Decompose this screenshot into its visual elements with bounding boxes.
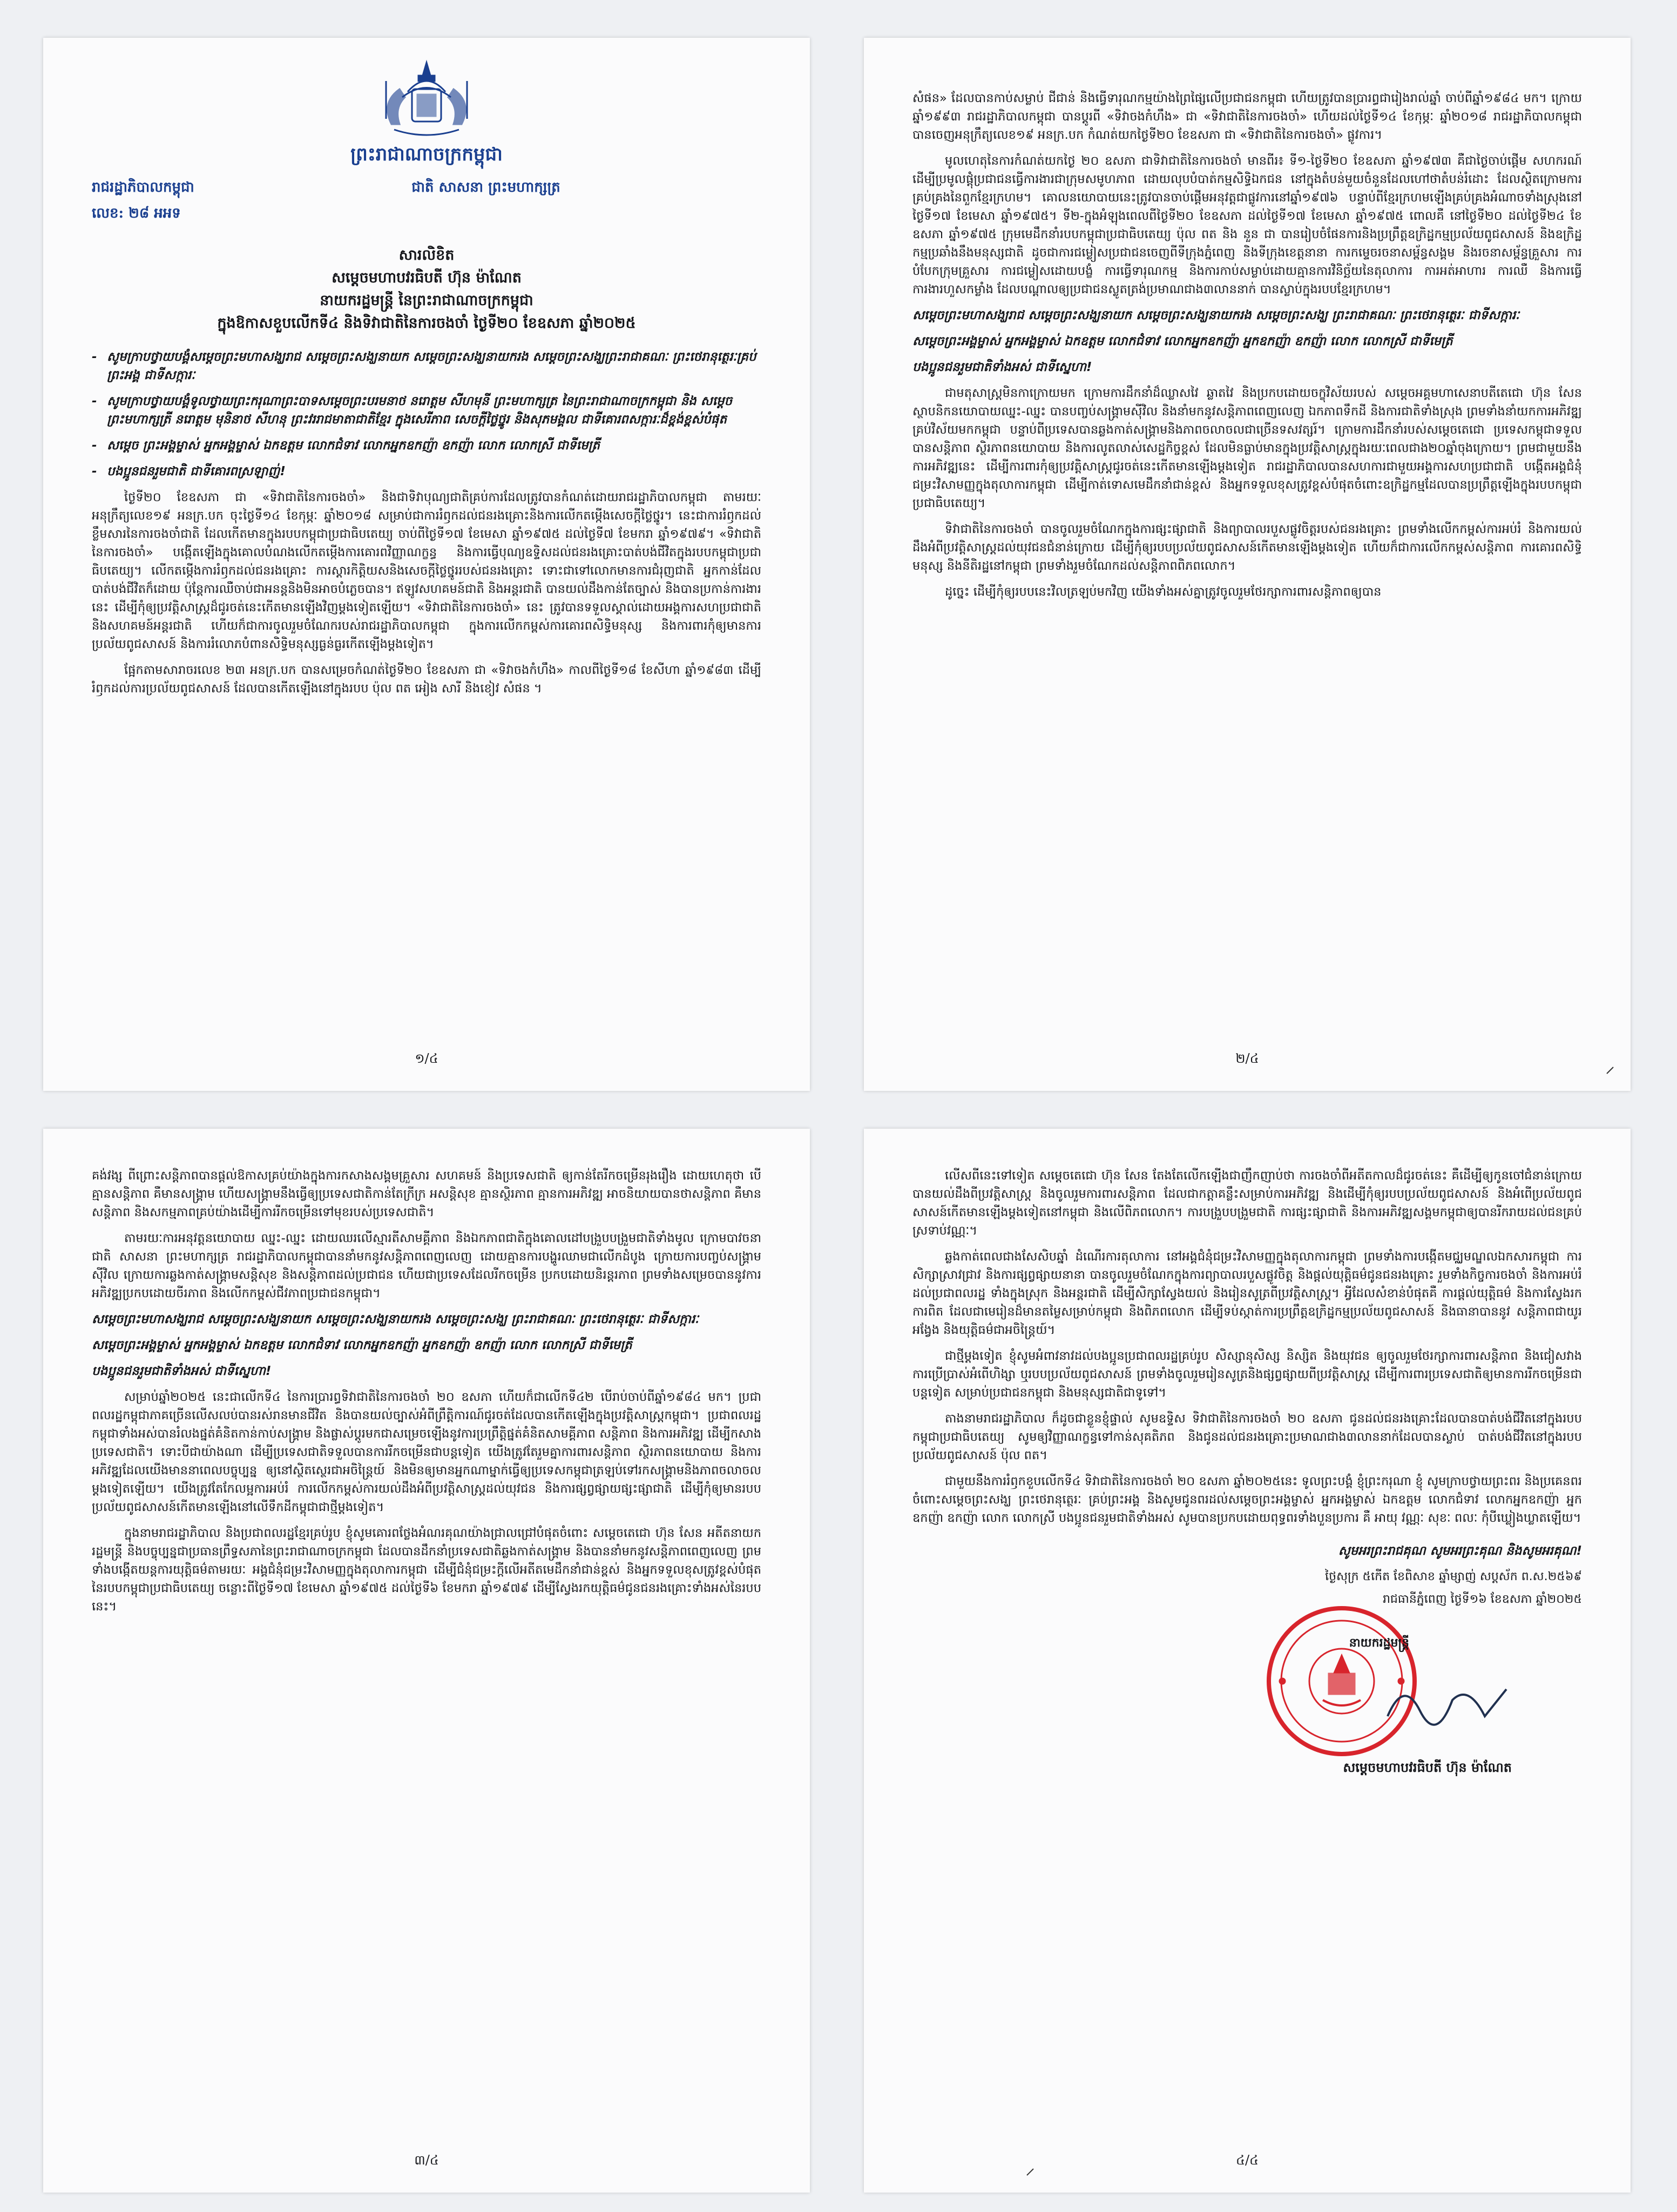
lunar-date: ថ្ងៃសុក្រ ៥កើត ខែពិសាខ ឆ្នាំម្សាញ់ សប្តស័ក ព.ស.២៥៦៩ — [1325, 1570, 1582, 1583]
salutation: បងប្អូនជនរួមជាតិទាំងអស់ ជាទីស្នេហា! — [912, 360, 1092, 374]
signer-name: សម្តេចមហាបវរធិបតី ហ៊ុន ម៉ាណែត — [1343, 1760, 1512, 1775]
body-paragraph: ក្នុងនាមរាជរដ្ឋាភិបាល និងប្រជាពលរដ្ឋខ្មែរគ្រប់រូប ខ្ញុំសូមគោរពថ្លែងអំណរគុណយ៉ាងជ្រាលជ្រៅបំផុតចំពោះ សម្តេចតេជោ ហ៊ុន សែន អតីតនាយករដ្ឋមន្ត្រី និងបច្ចុប្បន្នជាប្រធានព្រឹទ្ធសភានៃព្រះរាជាណាចក្រកម្ពុជា ដែលបានដឹកនាំប្រទេសជាតិឆ្លងកាត់សង្គ្រាម និងបាននាំមកនូវសន្តិភាពពេញលេញ ព្រមទាំងបង្កើតយន្តការយុត្តិធម៌តាមរយៈ អង្គជំនុំជម្រះវិសាមញ្ញក្នុងតុលាការកម្ពុជា ដើម្បីជំនុំជម្រះក្តីលើអតីតមេដឹកនាំជាន់ខ្ពស់ និងអ្នកទទួលខុសត្រូវខ្ពស់បំផុតនៃរបបកម្ពុជាប្រជាធិបតេយ្យ ចន្លោះពីថ្ងៃទី១៧ ខែមេសា ឆ្នាំ១៩៧៥ ដល់ថ្ងៃទី៦ ខែមករា ឆ្នាំ១៩៧៩ ដើម្បីស្វែងរកយុត្តិធម៌ជូនជនរងគ្រោះទាំងអស់នៃរបបនេះ។ — [92, 1526, 761, 1614]
body-paragraph: ទិវាជាតិនៃការចងចាំ បានចូលរួមចំណែកក្នុងការផ្សះផ្សាជាតិ និងព្យាបាលរបួសផ្លូវចិត្តរបស់ជនរងគ្រោះ ព្រមទាំងលើកកម្ពស់ការអប់រំ និងការយល់ដឹងអំពីប្រវត្តិសាស្ត្រដល់យុវជនជំនាន់ក្រោយ ដើម្បីកុំឲ្យរបបប្រល័យពូជសាសន៍កើតមានឡើងម្តងទៀត ហើយក៏ជាការលើកកម្ពស់សន្តិភាព ការគោរពសិទ្ធិមនុស្ស និងនីតិរដ្ឋនៅកម្ពុជា ព្រមទាំងរួមចំណែកដល់សន្តិភាពពិភពលោក។ — [912, 522, 1582, 573]
closing-thanks: សូមអរព្រះរាជគុណ សូមអរព្រះគុណ និងសូមអរគុណ! — [1338, 1544, 1582, 1558]
signer-office: នាយករដ្ឋមន្ត្រី — [1349, 1636, 1409, 1650]
body-paragraph: គង់វង្ស ពីព្រោះសន្តិភាពបានផ្តល់ឱកាសគ្រប់យ៉ាងក្នុងការកសាងសង្គមគ្រួសារ សហគមន៍ និងប្រទេសជាតិ ឲ្យកាន់តែរីកចម្រើនរុងរឿង ដោយហេតុថា បើគ្មានសន្តិភាព គឺមានសង្គ្រាម ហើយសង្គ្រាមនឹងធ្វើឲ្យប្រទេសជាតិកាន់តែក្រីក្រ អសន្តិសុខ គ្មានស្ថិរភាព គ្មានការអភិវឌ្ឍ អាចនិយាយបានថាសន្តិភាព គឺមានសន្តិភាព និងសកម្មភាពគ្រប់យ៉ាងដើម្បីការរីកចម្រើនទៅមុខរបស់ប្រទេសជាតិ។ — [92, 1169, 761, 1219]
salutation: សម្តេចព្រះមហាសង្ឃរាជ សម្តេចព្រះសង្ឃនាយក សម្តេចព្រះសង្ឃនាយករង សម្តេចព្រះសង្ឃ ព្រះរាជាគណៈ ព្រះថេរានុត្ថេរៈ ជាទីសក្ការៈ — [912, 308, 1520, 322]
signature-block — [912, 1543, 1582, 1775]
solar-date: រាជធានីភ្នំពេញ ថ្ងៃទី១៦ ខែឧសភា ឆ្នាំ២០២៥ — [1382, 1593, 1582, 1606]
office-name: រាជរដ្ឋាភិបាលកម្ពុជា — [92, 179, 194, 195]
body-paragraph: ផ្អែកតាមសារាចរលេខ ២៣ អនក្រ.បក បានសម្រេចកំណត់ថ្ងៃទី២០ ខែឧសភា ជា «ទិវាចងកំហឹង» កាលពីថ្ងៃទី១៨ ខែសីហា ឆ្នាំ១៩៨៣ ដើម្បីរំឭកដល់ការប្រល័យពូជសាសន៍ ដែលបានកើតឡើងនៅក្នុងរបប ប៉ុល ពត អៀង សារី និងខៀវ សំផន ។ — [92, 663, 761, 696]
body-paragraph: ជាថ្មីម្តងទៀត ខ្ញុំសូមអំពាវនាវដល់បងប្អូនប្រជាពលរដ្ឋគ្រប់រូប សិស្សានុសិស្ស និស្សិត និងយុវជន ឲ្យចូលរួមថែរក្សាការពារសន្តិភាព និងជៀសវាងការប្រើប្រាស់អំពើហិង្សា ឬរបបប្រល័យពូជសាសន៍ ព្រមទាំងចូលរួមរៀនសូត្រនិងផ្សព្វផ្សាយពីប្រវត្តិសាស្ត្រ ដើម្បីការពារប្រទេសជាតិឲ្យមានការរីកចម្រើនជាបន្តទៀត សម្រាប់ប្រជាជនកម្ពុជា និងមនុស្សជាតិជាទូទៅ។ — [912, 1349, 1582, 1400]
document-page-2 — [864, 38, 1631, 1091]
letter-title — [92, 244, 761, 335]
royal-emblem-icon — [370, 59, 483, 140]
body-paragraph: តាមរយៈការអនុវត្តនយោបាយ ឈ្នះ-ឈ្នះ ដោយឈរលើស្មារតីសាមគ្គីភាព និងឯកភាពជាតិក្នុងគោលដៅបង្រួបបង្រួមជាតិទាំងមូល ក្រោមបាវចនា ជាតិ សាសនា ព្រះមហាក្សត្រ រាជរដ្ឋាភិបាលកម្ពុជាបាននាំមកនូវសន្តិភាពពេញលេញ ដោយគ្មានការបង្ហូរឈាមជាលើកដំបូង ក្រោយការបញ្ចប់សង្គ្រាមស៊ីវិល ក្រោយការឆ្លងកាត់សង្គ្រាមសន្តិសុខ និងសន្តិភាពដល់ប្រជាជន ហើយជាប្រទេសដែលរីកចម្រើន ប្រកបដោយនិរន្តរភាព ព្រមទាំងសម្រេចបាននូវការអភិវឌ្ឍប្រកបដោយចីរភាព និងលើកកម្ពស់ជីវភាពប្រជាជនកម្ពុជា។ — [92, 1231, 761, 1300]
address-line: - សម្តេច ព្រះអង្គម្ចាស់ អ្នកអង្គម្ចាស់ ឯកឧត្តម លោកជំទាវ លោកអ្នកឧកញ៉ា ឧកញ៉ា លោក លោកស្រី ជាទីមេត្រី — [92, 436, 761, 455]
national-motto: ជាតិ សាសនា ព្រះមហាក្សត្រ — [411, 179, 560, 195]
body-paragraph: សំផន» ដែលបានកាប់សម្លាប់ ជីជាន់ និងធ្វើទារុណកម្មយ៉ាងព្រៃផ្សៃលើប្រជាជនកម្ពុជា ហើយត្រូវបានប្រារព្ធជារៀងរាល់ឆ្នាំ ចាប់ពីឆ្នាំ១៩៨៤ មក។ ក្រោយឆ្នាំ១៩៩៣ រាជរដ្ឋាភិបាលកម្ពុជា បានប្តូរពី «ទិវាចងកំហឹង» ជា «ទិវាជាតិនៃការចងចាំ» ហើយដល់ថ្ងៃទី១៤ ខែកុម្ភៈ ឆ្នាំ២០១៨ រាជរដ្ឋាភិបាលកម្ពុជា បានចេញអនុក្រឹត្យលេខ១៩ អនក្រ.បក កំណត់យកថ្ងៃទី២០ ខែឧសភា ជា «ទិវាជាតិនៃការចងចាំ» ផ្លូវការ។ — [912, 91, 1582, 142]
title-line: សម្តេចមហាបវរធិបតី ហ៊ុន ម៉ាណែត — [332, 269, 522, 286]
title-line: ក្នុងឱកាសខួបលើកទី៤ និងទិវាជាតិនៃការចងចាំ ថ្ងៃទី២០ ខែឧសភា ឆ្នាំ២០២៥ — [217, 315, 636, 332]
body-paragraph: ជាមួយនឹងការរំឭកខួបលើកទី៤ ទិវាជាតិនៃការចងចាំ ២០ ឧសភា ឆ្នាំ២០២៥នេះ ទូលព្រះបង្គំ ខ្ញុំព្រះករុណា ខ្ញុំ សូមក្រាបថ្វាយព្រះពរ និងប្រគេនពរចំពោះសម្តេចព្រះសង្ឃ ព្រះថេរានុត្ថេរៈ គ្រប់ព្រះអង្គ និងសូមជូនពរដល់សម្តេចព្រះអង្គម្ចាស់ អ្នកអង្គម្ចាស់ ឯកឧត្តម លោកជំទាវ លោកអ្នកឧកញ៉ា អ្នកឧកញ៉ា ឧកញ៉ា លោក លោកស្រី បងប្អូនជនរួមជាតិទាំងអស់ សូមបានប្រកបដោយពុទ្ធពរទាំងបួនប្រការ គឺ អាយុ វណ្ណៈ សុខៈ ពលៈ កុំបីឃ្លៀងឃ្លាតឡើយ។ — [912, 1474, 1582, 1525]
page-number: ១/៤ — [415, 1051, 438, 1066]
body-paragraph: លើសពីនេះទៅទៀត សម្តេចតេជោ ហ៊ុន សែន តែងតែលើកឡើងជាញឹកញាប់ថា ការចងចាំពីអតីតកាលដ៏ជូរចត់នេះ គឺដើម្បីឲ្យកូនចៅជំនាន់ក្រោយបានយល់ដឹងពីប្រវត្តិសាស្ត្រ និងចូលរួមការពារសន្តិភាព ដែលជាកត្តាគន្លឹះសម្រាប់ការអភិវឌ្ឍ និងដើម្បីកុំឲ្យរបបប្រល័យពូជសាសន៍ និងអំពើប្រល័យពូជសាសន៍កើតមានឡើងម្តងទៀតនៅកម្ពុជា និងលើពិភពលោក។ ការបង្រួបបង្រួមជាតិ ការផ្សះផ្សាជាតិ និងការអភិវឌ្ឍសង្គមកម្ពុជាឲ្យបានរីករាយដល់ជនគ្រប់ស្រទាប់វណ្ណៈ។ — [912, 1169, 1582, 1238]
address-line: - សូមក្រាបថ្វាយបង្គំសម្តេចព្រះមហាសង្ឃរាជ សម្តេចព្រះសង្ឃនាយក សម្តេចព្រះសង្ឃនាយករង សម្តេចព្រះសង្ឃព្រះរាជាគណៈ ព្រះថេរានុត្ថេរៈគ្រប់ព្រះអង្គ ជាទីសក្ការៈ — [92, 348, 761, 385]
body-paragraph: ឆ្លងកាត់ពេលជាងសែសិបឆ្នាំ ដំណើរការតុលាការ នៅអង្គជំនុំជម្រះវិសាមញ្ញក្នុងតុលាការកម្ពុជា ព្រមទាំងការបង្កើតមជ្ឈមណ្ឌលឯកសារកម្ពុជា ការសិក្សាស្រាវជ្រាវ និងការផ្សព្វផ្សាយនានា បានចូលរួមចំណែកក្នុងការព្យាបាលរបួសផ្លូវចិត្ត និងផ្តល់យុត្តិធម៌ជូនជនរងគ្រោះ រួមទាំងកិច្ចការចងចាំ និងការអប់រំដល់ប្រជាពលរដ្ឋ ទាំងក្នុងស្រុក និងអន្តរជាតិ ដើម្បីសិក្សាស្វែងយល់ និងរៀនសូត្រពីប្រវត្តិសាស្ត្រ។ អ្វីដែលសំខាន់បំផុតគឺ ការផ្តល់យុត្តិធម៌ និងការស្វែងរកការពិត ដែលជាមេរៀនដ៏មានតម្លៃសម្រាប់កម្ពុជា និងពិភពលោក ដើម្បីទប់ស្កាត់ការប្រព្រឹត្តឧក្រិដ្ឋកម្មប្រល័យពូជសាសន៍ និងធានាបាននូវ សន្តិភាពជាយូរអង្វែង និងយុត្តិធម៌ជាអចិន្ត្រៃយ៍។ — [912, 1250, 1582, 1337]
salutation: សម្តេចព្រះអង្គម្ចាស់ អ្នកអង្គម្ចាស់ ឯកឧត្តម លោកជំទាវ លោកអ្នកឧកញ៉ា អ្នកឧកញ៉ា ឧកញ៉ា លោក លោកស្រី ជាទីមេត្រី — [92, 1338, 632, 1352]
body-paragraph: តាងនាមរាជរដ្ឋាភិបាល ក៏ដូចជាខ្លួនខ្ញុំផ្ទាល់ សូមឧទ្ទិស ទិវាជាតិនៃការចងចាំ ២០ ឧសភា ជូនដល់ជនរងគ្រោះដែលបានបាត់បង់ជីវិតនៅក្នុងរបបកម្ពុជាប្រជាធិបតេយ្យ សូមឲ្យវិញ្ញាណក្ខន្ធទៅកាន់សុគតិភព និងជូនដល់ជនរងគ្រោះប្រមាណជាង៣លាននាក់ដែលបានស្លាប់ បាត់បង់ជីវិតនៅក្នុងរបបប្រល័យពូជសាសន៍ ប៉ុល ពត។ — [912, 1412, 1582, 1462]
body-paragraph: មូលហេតុនៃការកំណត់យកថ្ងៃ ២០ ឧសភា ជាទិវាជាតិនៃការចងចាំ មានពីរ៖ ទី១-ថ្ងៃទី២០ ខែឧសភា ឆ្នាំ១៩៧៣ គឺជាថ្ងៃចាប់ផ្តើម សហករណ៍ ដើម្បីប្រមូលផ្តុំប្រជាជនធ្វើការងារជាក្រុមសមូហភាព ដោយលុបបំបាត់កម្មសិទ្ធិឯកជន នៅក្នុងតំបន់មួយចំនួនដែលហៅថាតំបន់រំដោះ ដែលស្ថិតក្រោមការគ្រប់គ្រងនៃពួកខ្មែរក្រហម។ គោលនយោបាយនេះត្រូវបានចាប់ផ្តើមអនុវត្តជាផ្លូវការនៅឆ្នាំ១៩៧៦ បន្ទាប់ពីខ្មែរក្រហមឡើងគ្រប់គ្រងអំណាចទាំងស្រុងនៅថ្ងៃទី១៧ ខែមេសា ឆ្នាំ១៩៧៥។ ទី២-ក្នុងអំឡុងពេលពីថ្ងៃទី២០ ខែឧសភា ដល់ថ្ងៃទី១៧ ខែមេសា ឆ្នាំ១៩៧៥ ពោលគឺ នៅថ្ងៃទី២០ ដល់ថ្ងៃទី២៤ ខែឧសភា ឆ្នាំ១៩៧៥ ក្រុមមេដឹកនាំរបបកម្ពុជាប្រជាធិបតេយ្យ ប៉ុល ពត និង នួន ជា បានរៀបចំផែនការនិងប្រព្រឹត្តឧក្រិដ្ឋកម្មប្រល័យពូជសាសន៍ និងឧក្រិដ្ឋកម្មប្រឆាំងនឹងមនុស្សជាតិ ដូចជាការជម្លៀសប្រជាជនចេញពីទីក្រុងភ្នំពេញ និងទីក្រុងខេត្តនានា ការកម្ទេចរចនាសម្ព័ន្ធសង្គម និងរចនាសម្ព័ន្ធគ្រួសារ ការបំបែកក្រុមគ្រួសារ ការជម្លៀសដោយបង្ខំ ការធ្វើទារុណកម្ម និងការកាប់សម្លាប់ដោយគ្មានការវិនិច្ឆ័យនៃតុលាការ ការអត់អាហារ ការឈឺ និងការធ្វើការងារហួសកម្លាំង ដែលបណ្តាលឲ្យប្រជាជនស្លូតត្រង់ប្រមាណជាង៣លាននាក់ បានស្លាប់ក្នុងរបបខ្មែរក្រហម។ — [912, 154, 1582, 296]
page-number: ៤/៤ — [1235, 2153, 1259, 2168]
scan-mark-icon — [1026, 2168, 1034, 2176]
document-page-4 — [864, 1129, 1631, 2193]
title-line: សារលិខិត — [398, 247, 455, 264]
body-paragraph: ថ្ងៃទី២០ ខែឧសភា ជា «ទិវាជាតិនៃការចងចាំ» និងជាទិវាបុណ្យជាតិគ្រប់ការដែលត្រូវបានកំណត់ដោយរាជរដ្ឋាភិបាលកម្ពុជា តាមរយៈអនុក្រឹត្យលេខ១៩ អនក្រ.បក ចុះថ្ងៃទី១៤ ខែកុម្ភៈ ឆ្នាំ២០១៨ សម្រាប់ជាការរំឭកដល់ជនរងគ្រោះនិងការលើកតម្កើងសេចក្តីថ្លៃថ្នូរ។ នេះជាការរំឭកដល់ខ្លឹមសារនៃការចងចាំជាតិ ដែលកើតមានក្នុងរបបកម្ពុជាប្រជាធិបតេយ្យ ចាប់ពីថ្ងៃទី១៧ ខែមេសា ឆ្នាំ១៩៧៥ ដល់ថ្ងៃទី៧ ខែមករា ឆ្នាំ១៩៧៩។ «ទិវាជាតិនៃការចងចាំ» បង្កើតឡើងក្នុងគោលបំណងលើកតម្កើងការគោរពវិញ្ញាណក្ខន្ធ និងការធ្វើបុណ្យឧទ្ទិសដល់ជនរងគ្រោះបាត់បង់ជីវិតក្នុងរបបកម្ពុជាប្រជាធិបតេយ្យ។ លើកតម្កើងការរំឭកដល់ជនរងគ្រោះ ការស្តារកិត្តិយសនិងសេចក្តីថ្លៃថ្នូររបស់ជនរងគ្រោះ ទោះជាទៅលោកមានការជំរុញជាតិ អ្នកកាន់ដែលបាត់បង់ជីវិតក៏ដោយ ប៉ុន្តែការឈឺចាប់ជាអនន្តនិងមិនអាចបំភ្លេចបាន។ ឥឡូវសហគមន៍ជាតិ និងអន្តរជាតិ បានយល់ដឹងកាន់តែច្បាស់ និងបានប្រកាន់ការងារនេះ ដើម្បីកុំឲ្យប្រវត្តិសាស្ត្រដ៏ជូរចត់នេះកើតមានឡើងវិញម្តងទៀតឡើយ។ «ទិវាជាតិនៃការចងចាំ» នេះ ត្រូវបានទទួលស្គាល់ដោយអង្គការសហប្រជាជាតិ និងសហគមន៍អន្តរជាតិ ហើយក៏ជាការចូលរួមចំណែករបស់រាជរដ្ឋាភិបាលកម្ពុជា ក្នុងការលើកកម្ពស់ការគោរពសិទ្ធិមនុស្ស និងការពារកុំឲ្យមានការប្រល័យពូជសាសន៍ និងការរំលោភបំពានសិទ្ធិមនុស្សធ្ងន់ធ្ងរកើតឡើងម្តងទៀត។ — [92, 490, 761, 651]
kingdom-heading: ព្រះរាជាណាចក្រកម្ពុជា — [350, 144, 503, 165]
address-line: - សូមក្រាបថ្វាយបង្គំទូលថ្វាយព្រះករុណាព្រះបាទសម្តេចព្រះបរមនាថ នរោត្តម សីហមុនី ព្រះមហាក្សត្រ នៃព្រះរាជាណាចក្រកម្ពុជា និង សម្តេចព្រះមហាក្សត្រី នរោត្តម មុនិនាថ សីហនុ ព្រះវររាជមាតាជាតិខ្មែរ ក្នុងសេរីភាព សេចក្តីថ្លៃថ្នូរ និងសុភមង្គល ជាទីគោរពសក្ការៈដ៏ខ្ពង់ខ្ពស់បំផុត — [92, 392, 761, 429]
salutation: សម្តេចព្រះមហាសង្ឃរាជ សម្តេចព្រះសង្ឃនាយក សម្តេចព្រះសង្ឃនាយករង សម្តេចព្រះសង្ឃ ព្រះរាជាគណៈ ព្រះថេរានុត្ថេរៈ ជាទីសក្ការៈ — [92, 1312, 699, 1326]
document-page-3 — [43, 1129, 810, 2193]
reference-number: លេខ: ២៨ អអទ — [92, 205, 181, 221]
page-number: ២/៤ — [1235, 1051, 1259, 1066]
salutation: បងប្អូនជនរួមជាតិទាំងអស់ ជាទីស្នេហា! — [92, 1364, 272, 1378]
title-line: នាយករដ្ឋមន្ត្រី នៃព្រះរាជាណាចក្រកម្ពុជា — [320, 292, 533, 309]
address-line: - បងប្អូនជនរួមជាតិ ជាទីគោរពស្រឡាញ់! — [92, 462, 761, 481]
salutation: សម្តេចព្រះអង្គម្ចាស់ អ្នកអង្គម្ចាស់ ឯកឧត្តម លោកជំទាវ លោកអ្នកឧកញ៉ា អ្នកឧកញ៉ា ឧកញ៉ា លោក លោកស្រី ជាទីមេត្រី — [912, 334, 1453, 348]
handwritten-signature-icon — [1382, 1673, 1512, 1732]
letterhead-row — [92, 178, 761, 225]
page-number: ៣/៤ — [414, 2153, 439, 2168]
body-paragraph: សម្រាប់ឆ្នាំ២០២៥ នេះជាលើកទី៤ នៃការប្រារព្ធទិវាជាតិនៃការចងចាំ ២០ ឧសភា ហើយក៏ជាលើកទី៤២ បើរាប់ចាប់ពីឆ្នាំ១៩៨៤ មក។ ប្រជាពលរដ្ឋកម្ពុជាភាគច្រើនលើសលប់បានរស់រានមានជីវិត និងបានយល់ច្បាស់អំពីព្រឹត្តិការណ៍ជូរចត់ដែលបានកើតឡើងក្នុងប្រវត្តិសាស្ត្រកម្ពុជា។ ប្រជាពលរដ្ឋកម្ពុជាទាំងអស់បានរំលងផ្នត់គំនិតកាន់កាប់សង្គ្រាម និងផ្លាស់ប្តូរមកជាសម្រេចឡើងនូវការប្រព្រឹត្តិផ្នត់គំនិតសាមគ្គីភាព សន្តិភាព និងការអភិវឌ្ឍ ដើម្បីកសាងប្រទេសជាតិ។ ទោះបីជាយ៉ាងណា ដើម្បីប្រទេសជាតិទទួលបានការរីកចម្រើនជាបន្តទៀត យើងត្រូវតែរួមគ្នាការពារសន្តិភាព ស្ថិរភាពនយោបាយ និងការអភិវឌ្ឍដែលយើងមាននាពេលបច្ចុប្បន្ន ឲ្យនៅស្ថិតស្ថេរជាអចិន្ត្រៃយ៍ និងមិនឲ្យមានអ្នកណាម្នាក់ធ្វើឲ្យប្រទេសកម្ពុជាត្រឡប់ទៅរកសង្គ្រាមនិងភាពចលាចលម្តងទៀតឡើយ។ យើងត្រូវតែកែលម្អការអប់រំ ការលើកកម្ពស់ការយល់ដឹងអំពីប្រវត្តិសាស្ត្រដល់យុវជន និងការផ្សព្វផ្សាយផ្សះផ្សាជាតិ ដើម្បីកុំឲ្យមានរបបប្រល័យពូជសាសន៍កើតមានឡើងនៅលើទឹកដីកម្ពុជាជាថ្មីម្តងទៀត។ — [92, 1390, 761, 1514]
scan-mark-icon — [1606, 1066, 1614, 1075]
body-paragraph: ជាមតុសាស្ត្រមិនកាក្រោយមក ក្រោមការដឹកនាំដ៏ឈ្លាសវៃ ឆ្លាតវៃ និងប្រកបដោយចក្ខុវិស័យរបស់ សម្តេចអគ្គមហាសេនាបតីតេជោ ហ៊ុន សែន ស្ថាបនិកនយោបាយឈ្នះ-ឈ្នះ បានបញ្ចប់សង្គ្រាមស៊ីវិល និងនាំមកនូវសន្តិភាពពេញលេញ ឯកភាពទឹកដី និងការជាតិទាំងស្រុង ព្រមទាំងនាំយកការអភិវឌ្ឍគ្រប់វិស័យមកកម្ពុជា បន្ទាប់ពីប្រទេសបានឆ្លងកាត់សង្គ្រាមនិងភាពចលាចលជាច្រើនទសវត្សរ៍។ ក្រោមការដឹកនាំរបស់សម្តេចតេជោ ប្រទេសកម្ពុជាទទួលបានសន្តិភាព ស្ថិរភាពនយោបាយ និងការលូតលាស់សេដ្ឋកិច្ចខ្ពស់ ដែលមិនធ្លាប់មានក្នុងប្រវត្តិសាស្ត្រក្នុងរយៈពេលជាង២០ឆ្នាំចុងក្រោយ។ ព្រមជាមួយនឹងការអភិវឌ្ឍនេះ ដើម្បីការពារកុំឲ្យប្រវត្តិសាស្ត្រជូរចត់នេះកើតមានឡើងម្តងទៀត រាជរដ្ឋាភិបាលបានសហការជាមួយអង្គការសហប្រជាជាតិ បង្កើតអង្គជំនុំជម្រះវិសាមញ្ញក្នុងតុលាការកម្ពុជា ដើម្បីកាត់ទោសមេដឹកនាំជាន់ខ្ពស់ និងអ្នកទទួលខុសត្រូវខ្ពស់បំផុតចំពោះឧក្រិដ្ឋកម្មដែលបានប្រព្រឹត្តឡើងក្នុងរបបកម្ពុជាប្រជាធិបតេយ្យ។ — [912, 386, 1582, 510]
body-paragraph: ដូច្នេះ ដើម្បីកុំឲ្យរបបនេះវិលត្រឡប់មកវិញ យើងទាំងអស់គ្នាត្រូវចូលរួមថែរក្សាការពារសន្តិភាពឲ្យបាន — [945, 585, 1382, 599]
document-page-1 — [43, 38, 810, 1091]
